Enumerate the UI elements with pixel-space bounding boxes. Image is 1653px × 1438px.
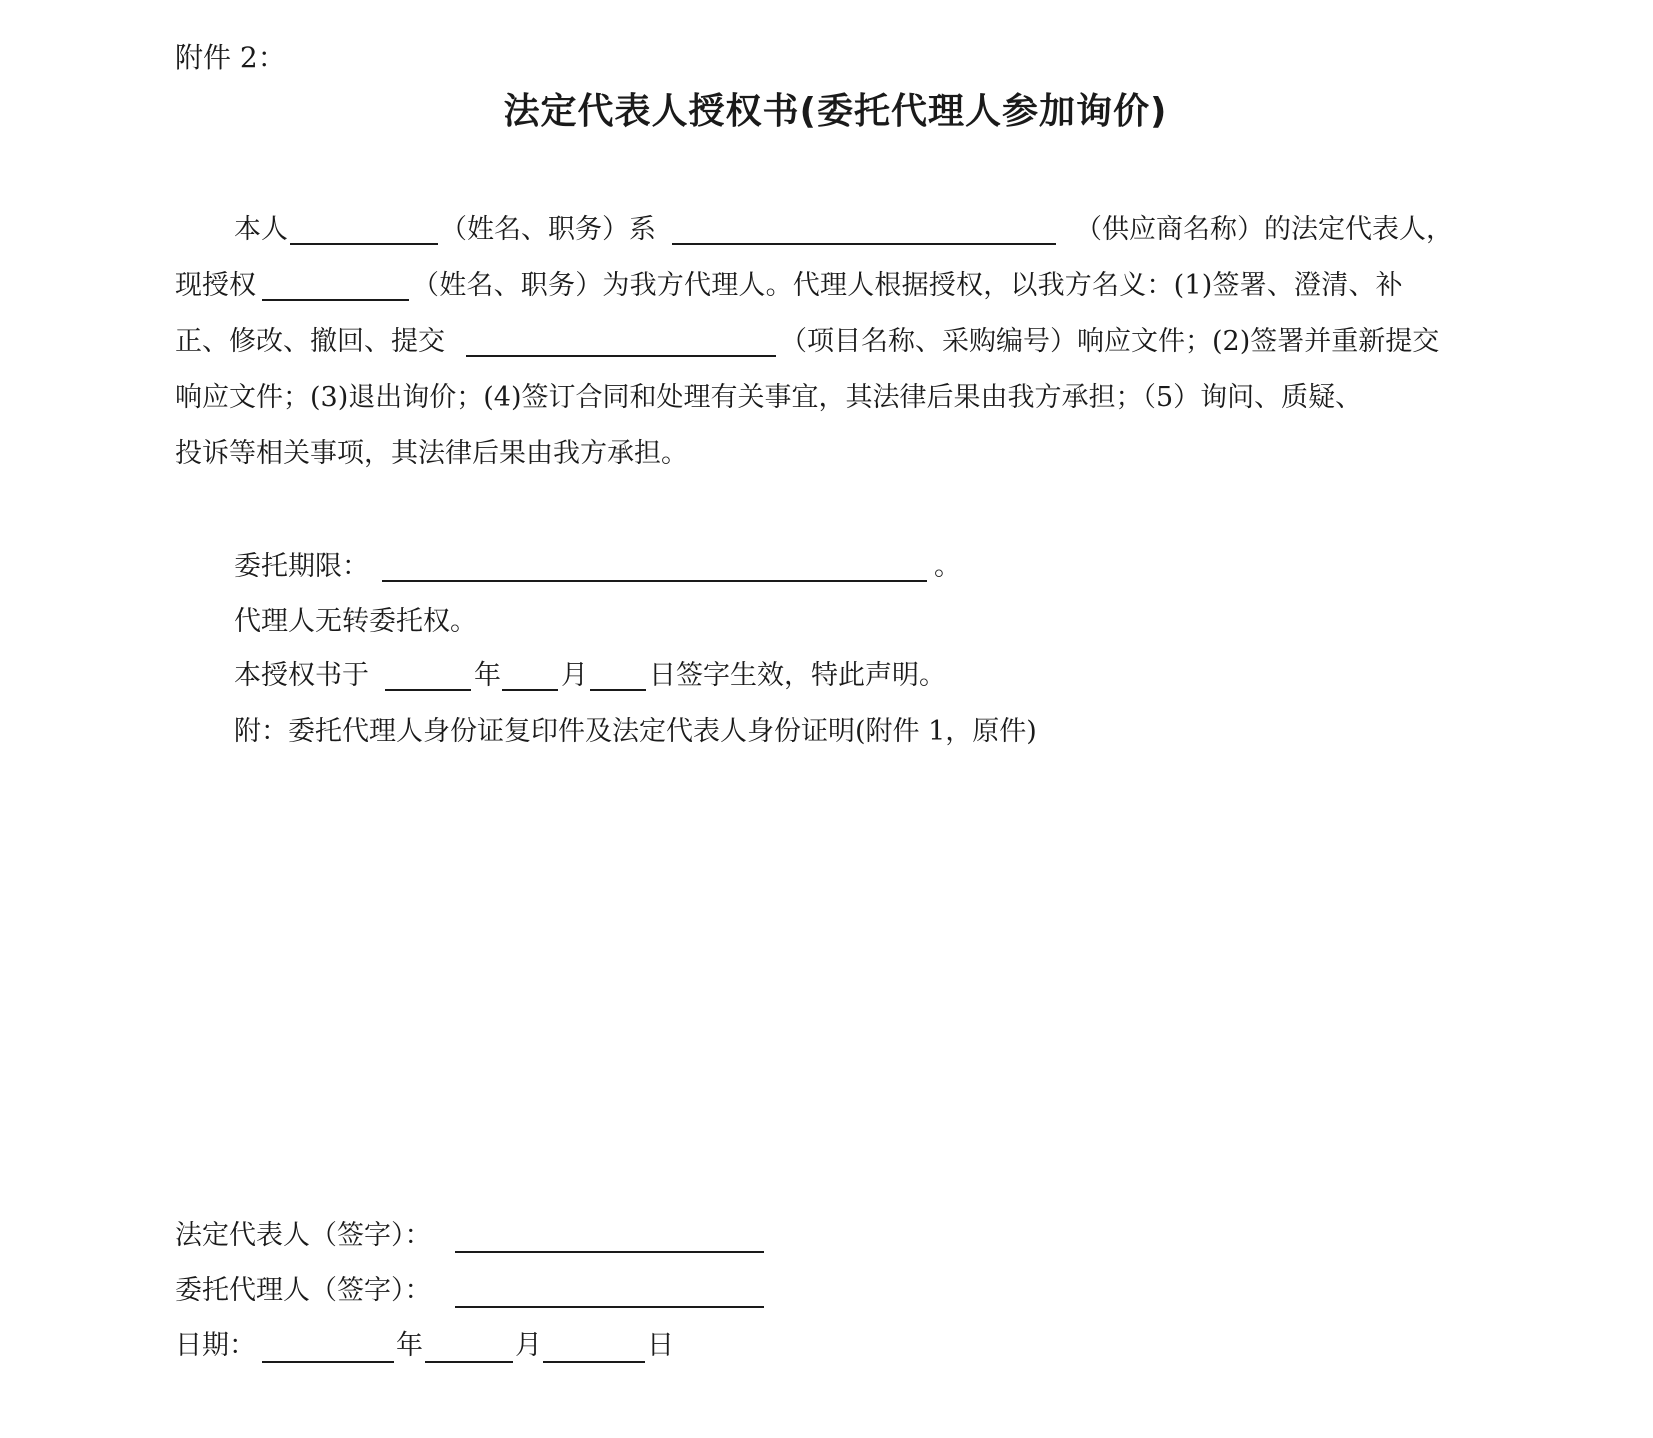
text-name-title-of: （姓名、职务）系: [440, 214, 656, 245]
document-title: 法定代表人授权书(委托代理人参加询价): [503, 91, 1168, 132]
project-name-blank[interactable]: [466, 355, 776, 357]
supplier-name-blank[interactable]: [672, 243, 1056, 245]
text-project-response: （项目名称、采购编号）响应文件；(2)签署并重新提交: [780, 326, 1440, 357]
effective-day-blank[interactable]: [590, 689, 646, 691]
effective-year-label: 年: [474, 660, 501, 691]
legal-rep-label: 法定代表人（签字）：: [175, 1220, 432, 1251]
date-year-blank[interactable]: [262, 1361, 394, 1363]
term-row: [0, 553, 1653, 593]
date-month-label: 月: [515, 1330, 542, 1361]
date-label: 日期：: [175, 1330, 256, 1361]
text-agent-scope: （姓名、职务）为我方代理人。代理人根据授权，以我方名义：(1)签署、澄清、补: [412, 270, 1403, 301]
effective-date-row: [0, 662, 1653, 702]
paragraph-line-5: 投诉等相关事项，其法律后果由我方承担。: [175, 438, 688, 469]
term-blank[interactable]: [382, 580, 927, 582]
signature-date-row: [0, 1332, 1653, 1372]
text-benren: 本人: [234, 214, 288, 245]
effective-year-blank[interactable]: [385, 689, 471, 691]
legal-rep-signature-blank[interactable]: [455, 1251, 764, 1253]
term-end-mark: 。: [934, 551, 961, 582]
date-year-label: 年: [396, 1330, 423, 1361]
date-month-blank[interactable]: [425, 1361, 513, 1363]
legal-rep-signature-row: [0, 1222, 1653, 1262]
term-label: 委托期限：: [234, 551, 369, 582]
paragraph-line-3: [0, 328, 1653, 368]
agent-signature-row: [0, 1277, 1653, 1317]
no-subdelegation-text: 代理人无转委托权。: [234, 606, 477, 637]
attachment-note: 附：委托代理人身份证复印件及法定代表人身份证明(附件 1，原件): [234, 716, 1037, 747]
effective-month-label: 月: [561, 660, 588, 691]
paragraph-line-4: 响应文件；(3)退出询价；(4)签订合同和处理有关事宜，其法律后果由我方承担；（5）询问、质疑、: [175, 382, 1363, 413]
paragraph-line-2: [0, 272, 1653, 312]
text-supplier-legal-rep: （供应商名称）的法定代表人，: [1075, 214, 1453, 245]
agent-label: 委托代理人（签字）：: [175, 1275, 432, 1306]
text-amend-submit: 正、修改、撤回、提交: [175, 326, 445, 357]
effective-month-blank[interactable]: [502, 689, 558, 691]
paragraph-line-1: [0, 216, 1653, 256]
date-day-label: 日: [647, 1330, 674, 1361]
effective-suffix: 日签字生效，特此声明。: [649, 660, 946, 691]
annex-label: 附件 2：: [175, 41, 286, 74]
date-day-blank[interactable]: [543, 1361, 645, 1363]
name-title-blank-2[interactable]: [262, 299, 409, 301]
effective-prefix: 本授权书于: [234, 660, 369, 691]
name-title-blank-1[interactable]: [290, 243, 438, 245]
agent-signature-blank[interactable]: [455, 1306, 764, 1308]
text-authorize: 现授权: [175, 270, 256, 301]
